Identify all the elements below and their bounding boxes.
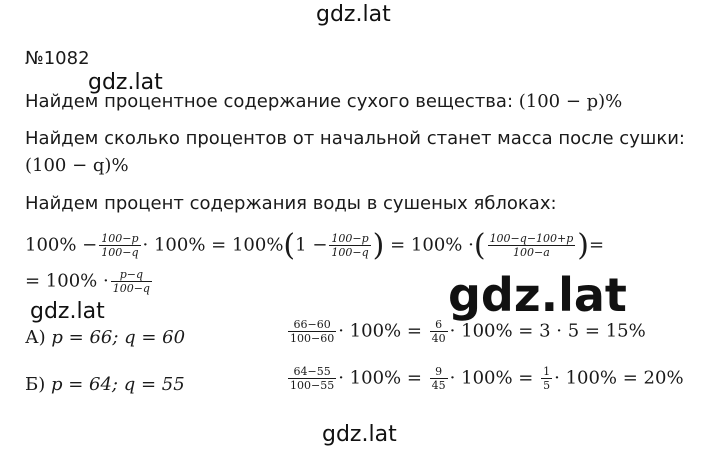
fraction — [541, 365, 552, 392]
case-label: А) — [25, 327, 52, 348]
watermark-top: gdz.lat — [316, 2, 391, 27]
fraction — [288, 365, 336, 392]
expr-part: = 100% · — [390, 234, 474, 256]
fraction — [488, 232, 576, 259]
left-paren: ( — [473, 228, 486, 263]
fraction — [288, 318, 336, 345]
fraction-denominator: 45 — [431, 379, 446, 392]
fraction-numerator: 100−p — [331, 232, 369, 245]
fraction-denominator: 100−q — [331, 246, 369, 259]
formula: (100 − p)% — [518, 91, 623, 112]
expr-part: · 100% = — [338, 367, 422, 389]
expr-part: · 100% = — [338, 320, 422, 342]
expr-part: 1 − — [295, 234, 328, 256]
fraction-denominator: 100−60 — [290, 332, 335, 345]
text-line-mass-after-drying: Найдем сколько процентов от начальной станет масса после сушки: — [25, 128, 685, 149]
fraction-denominator: 100−a — [513, 246, 550, 259]
fraction-denominator: 5 — [543, 379, 551, 392]
fraction-numerator: 100−p — [101, 232, 139, 245]
fraction — [430, 318, 448, 345]
case-b-condition — [25, 374, 185, 395]
case-a-condition — [25, 327, 185, 348]
line-text: Найдем процентное содержание сухого вещества: — [25, 91, 519, 112]
fraction — [329, 232, 370, 259]
expr-part: 100% − — [25, 234, 98, 256]
fraction-numerator: 6 — [430, 318, 448, 332]
formula-100-minus-q: (100 − q)% — [25, 155, 129, 176]
derivation-row-2 — [25, 268, 154, 295]
watermark-left-lower: gdz.lat — [30, 299, 105, 324]
fraction-denominator: 100−55 — [290, 379, 335, 392]
fraction-numerator: 1 — [543, 365, 551, 378]
fraction-numerator: 66−60 — [288, 318, 336, 332]
case-a-calculation — [286, 318, 646, 345]
case-values: p = 66; q = 60 — [51, 327, 186, 348]
right-paren: ) — [577, 228, 590, 263]
watermark-large: gdz.lat — [448, 268, 627, 322]
fraction-numerator: p−q — [111, 268, 152, 282]
expr-part: · 100% = — [449, 367, 534, 389]
left-paren: ( — [283, 228, 296, 263]
text-line-dry-matter — [25, 91, 622, 112]
problem-number: №1082 — [25, 48, 90, 69]
fraction-denominator: 40 — [431, 332, 446, 345]
expr-part: · 100% = 3 · 5 = 15% — [449, 320, 646, 342]
watermark-bottom: gdz.lat — [322, 422, 397, 447]
text-line-water-percent: Найдем процент содержания воды в сушеных яблоках: — [25, 193, 557, 214]
watermark-left-upper: gdz.lat — [88, 70, 163, 95]
fraction-numerator: 64−55 — [288, 365, 336, 379]
expr-part: · 100% = 100% — [142, 234, 284, 256]
case-b-calculation — [286, 365, 684, 392]
derivation-row-1 — [25, 228, 604, 263]
fraction — [99, 232, 140, 259]
right-paren: ) — [372, 228, 385, 263]
expr-part: · 100% = 20% — [554, 367, 684, 389]
expr-part: = 100% · — [25, 270, 109, 292]
case-values: p = 64; q = 55 — [50, 374, 185, 395]
fraction — [430, 365, 448, 392]
fraction-denominator: 100−q — [101, 246, 139, 259]
fraction — [111, 268, 152, 295]
fraction-numerator: 100−q−100+p — [489, 232, 574, 245]
case-label: Б) — [25, 374, 51, 395]
fraction-denominator: 100−q — [112, 282, 150, 295]
expr-part: = — [589, 234, 605, 256]
fraction-numerator: 9 — [430, 365, 448, 379]
